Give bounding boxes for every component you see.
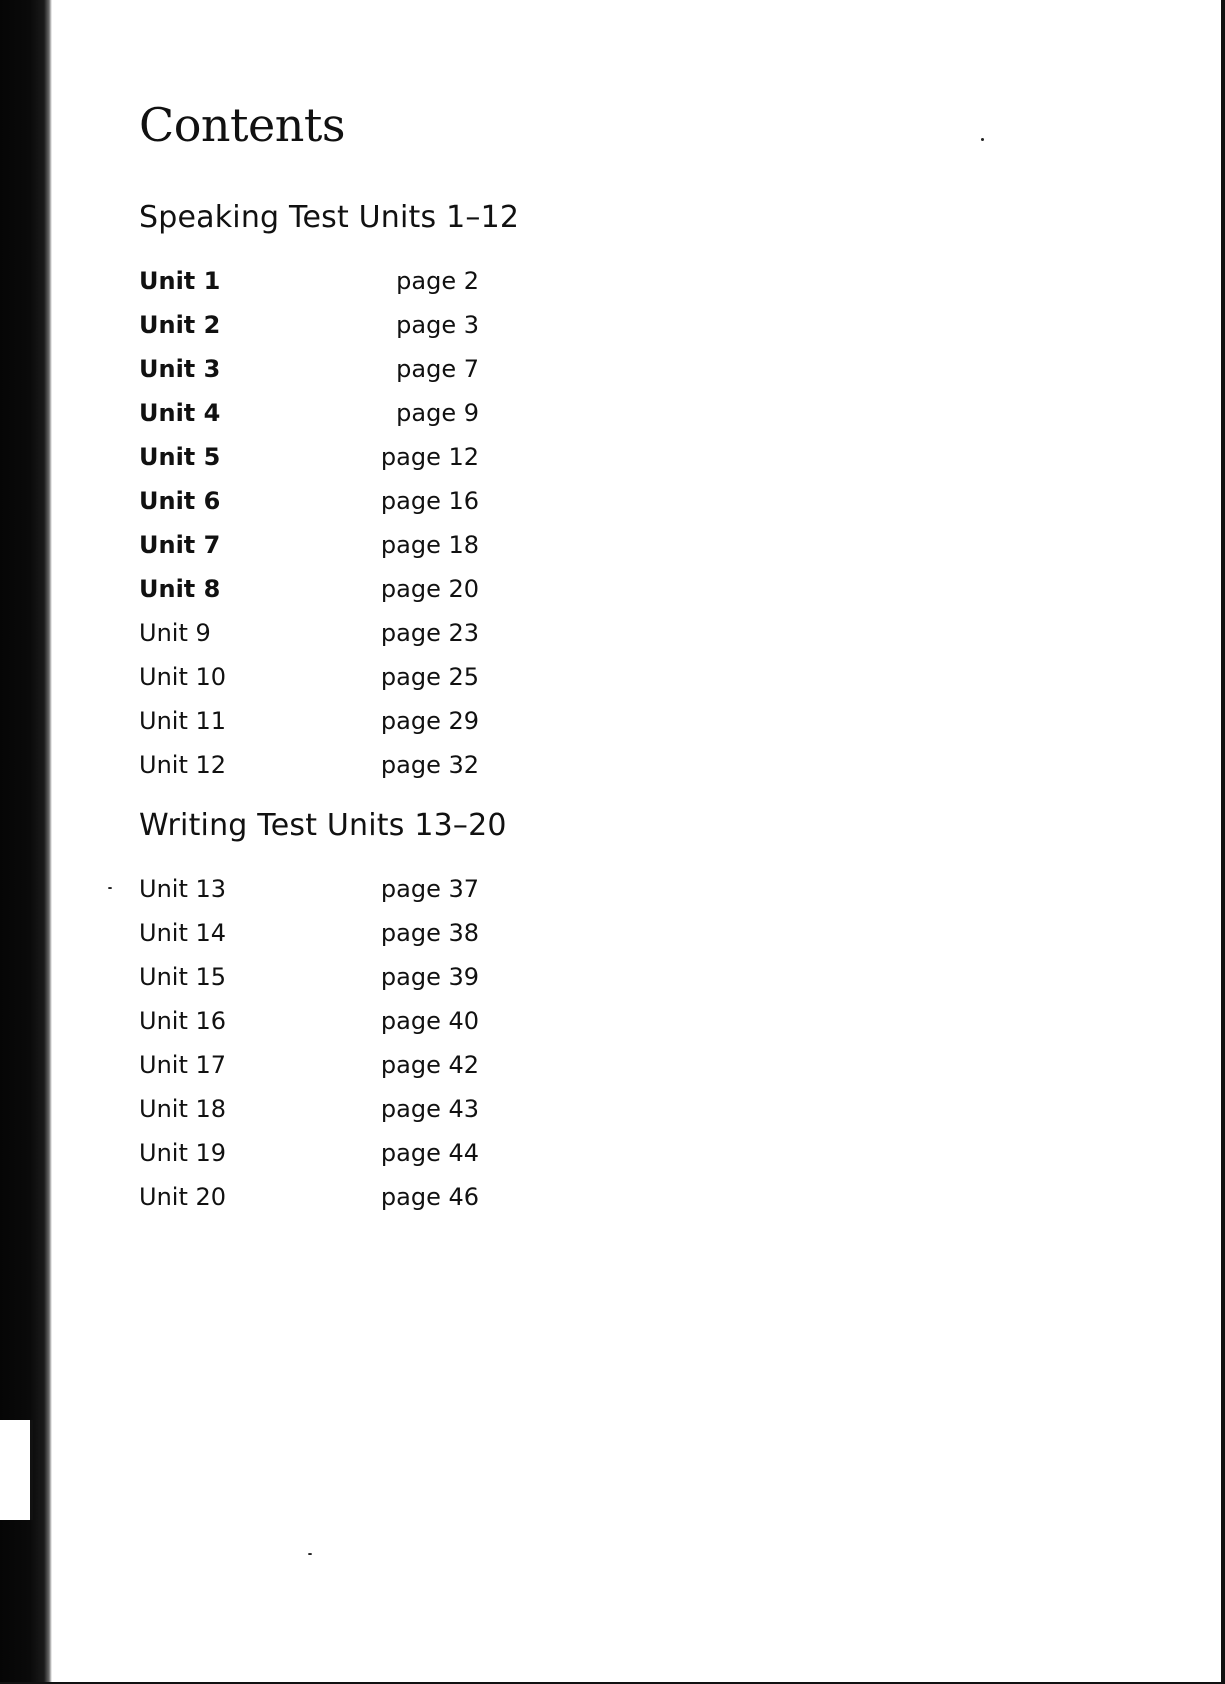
toc-entry-unit: Unit 11 (139, 707, 227, 735)
section-heading-speaking: Speaking Test Units 1–12 (139, 200, 520, 235)
toc-entry-unit: Unit 16 (139, 1007, 227, 1035)
toc-entry-unit: Unit 1 (139, 267, 221, 295)
toc-entry (139, 1175, 479, 1219)
toc-entry-page: page 18 (380, 531, 479, 559)
toc-list-speaking (139, 259, 479, 787)
toc-entry-unit: Unit 20 (139, 1183, 227, 1211)
toc-entry-unit: Unit 10 (139, 663, 227, 691)
scan-speck (308, 1553, 312, 1555)
toc-entry-page: page 9 (396, 399, 479, 427)
toc-entry-unit: Unit 8 (139, 575, 221, 603)
scan-speck (981, 138, 984, 141)
toc-entry (139, 479, 479, 523)
toc-entry (139, 347, 479, 391)
toc-entry (139, 1043, 479, 1087)
toc-entry (139, 1087, 479, 1131)
toc-entry (139, 911, 479, 955)
toc-entry-page: page 23 (380, 619, 479, 647)
toc-entry (139, 1131, 479, 1175)
toc-list-writing (139, 867, 479, 1219)
toc-entry-unit: Unit 15 (139, 963, 227, 991)
toc-entry-page: page 43 (380, 1095, 479, 1123)
toc-entry-unit: Unit 5 (139, 443, 221, 471)
toc-entry-unit: Unit 2 (139, 311, 221, 339)
toc-entry-unit: Unit 6 (139, 487, 221, 515)
toc-entry (139, 867, 479, 911)
toc-entry-page: page 39 (380, 963, 479, 991)
page-binding-notch (0, 1420, 33, 1520)
toc-entry (139, 743, 479, 787)
toc-entry (139, 611, 479, 655)
toc-entry-page: page 37 (380, 875, 479, 903)
section-heading-writing: Writing Test Units 13–20 (139, 808, 507, 843)
toc-entry (139, 435, 479, 479)
toc-entry-page: page 46 (380, 1183, 479, 1211)
toc-entry-unit: Unit 17 (139, 1051, 227, 1079)
page-title: Contents (139, 98, 345, 152)
toc-entry-page: page 3 (396, 311, 479, 339)
toc-entry-unit: Unit 3 (139, 355, 221, 383)
toc-entry-unit: Unit 13 (139, 875, 227, 903)
toc-entry-page: page 40 (380, 1007, 479, 1035)
toc-entry-unit: Unit 7 (139, 531, 221, 559)
toc-entry (139, 391, 479, 435)
toc-entry (139, 523, 479, 567)
toc-entry-unit: Unit 19 (139, 1139, 227, 1167)
toc-entry-page: page 20 (380, 575, 479, 603)
toc-entry-page: page 32 (380, 751, 479, 779)
toc-entry-page: page 38 (380, 919, 479, 947)
page-right-edge (1221, 0, 1225, 1684)
toc-entry-page: page 16 (380, 487, 479, 515)
toc-entry-unit: Unit 12 (139, 751, 227, 779)
toc-entry-unit: Unit 9 (139, 619, 211, 647)
toc-entry (139, 259, 479, 303)
scan-speck (108, 887, 112, 889)
toc-entry (139, 303, 479, 347)
toc-entry (139, 999, 479, 1043)
toc-entry (139, 655, 479, 699)
toc-entry-unit: Unit 14 (139, 919, 227, 947)
toc-entry-unit: Unit 4 (139, 399, 221, 427)
toc-entry (139, 699, 479, 743)
toc-entry (139, 567, 479, 611)
toc-entry-page: page 29 (380, 707, 479, 735)
toc-entry-page: page 44 (380, 1139, 479, 1167)
toc-entry-page: page 7 (396, 355, 479, 383)
toc-entry-unit: Unit 18 (139, 1095, 227, 1123)
toc-entry-page: page 25 (380, 663, 479, 691)
toc-entry-page: page 42 (380, 1051, 479, 1079)
toc-entry-page: page 2 (396, 267, 479, 295)
toc-entry-page: page 12 (380, 443, 479, 471)
toc-entry (139, 955, 479, 999)
